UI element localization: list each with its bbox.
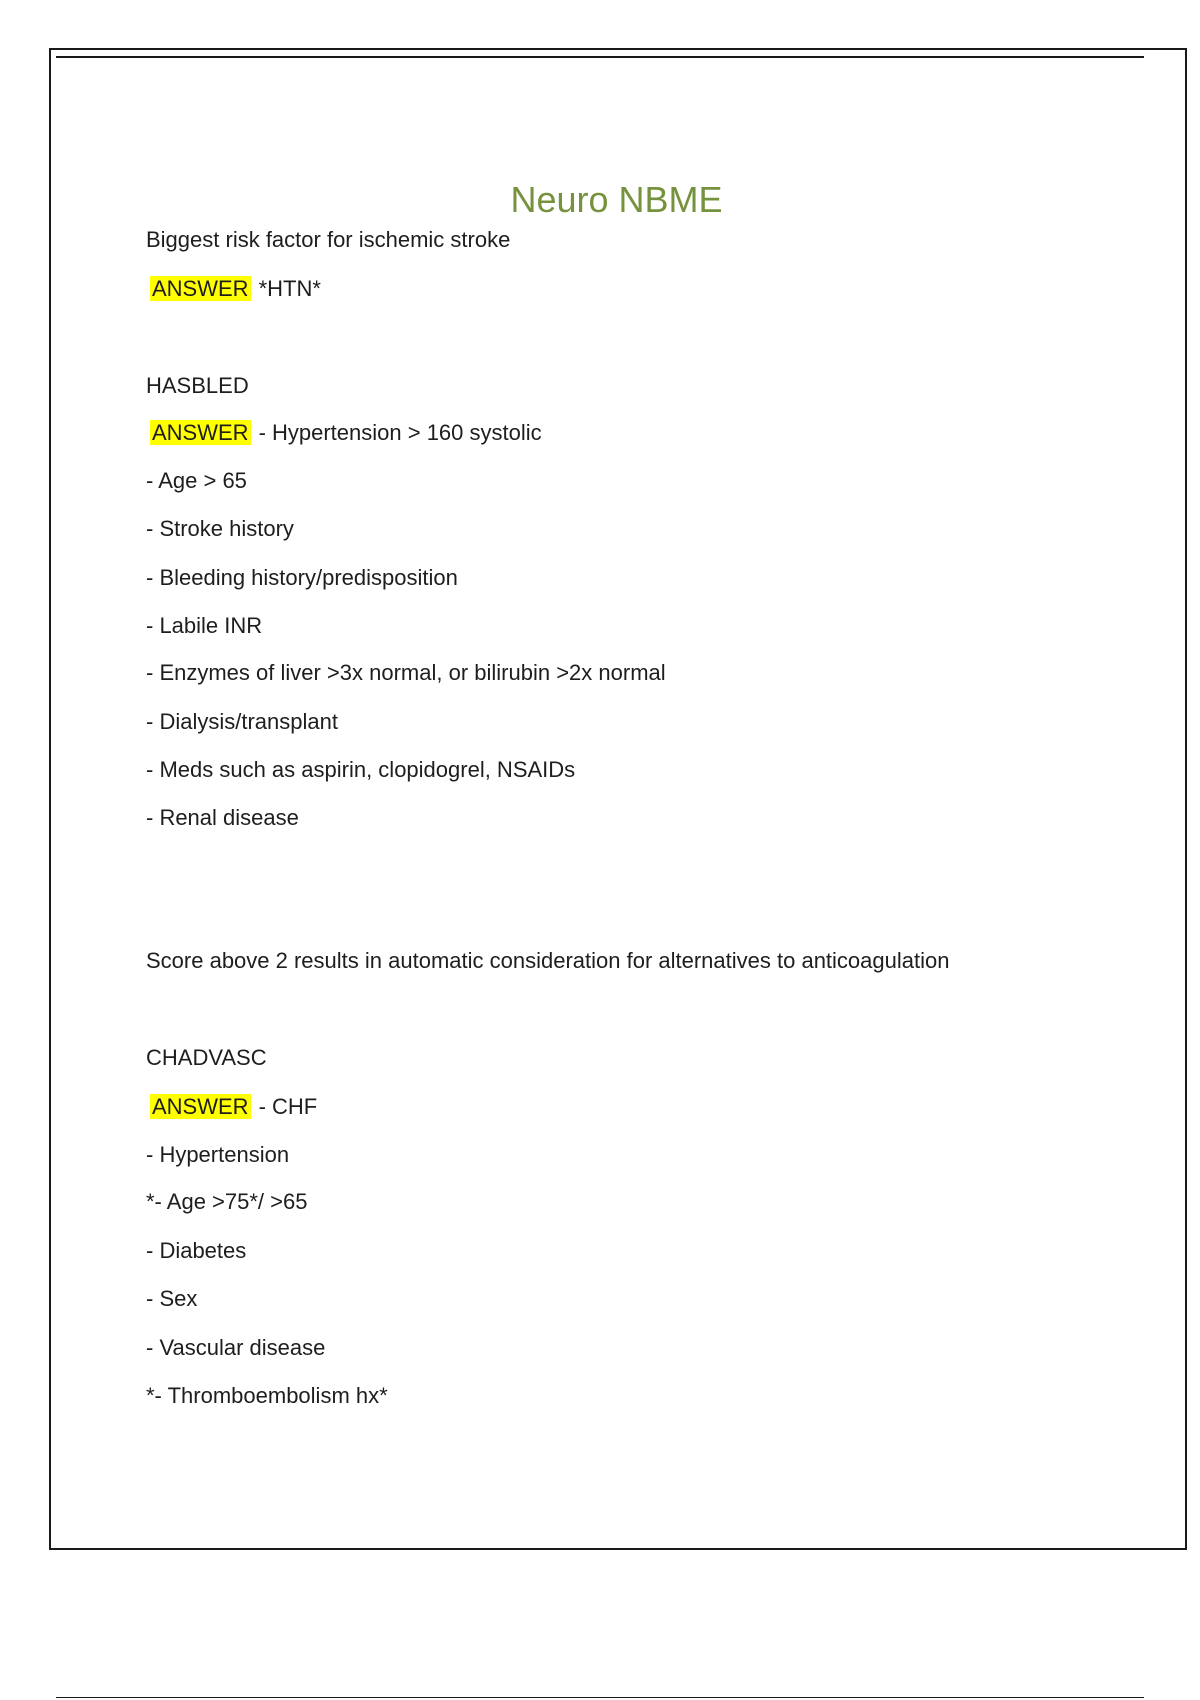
answer-highlight: ANSWER	[152, 420, 249, 445]
hasbled-item: - Dialysis/transplant	[146, 709, 338, 734]
hasbled-item: - Age > 65	[146, 468, 247, 493]
hasbled-item: - Meds such as aspirin, clopidogrel, NSAIDs	[146, 757, 576, 782]
chadvasc-item: - Vascular disease	[146, 1335, 326, 1360]
hasbled-answer-line	[146, 418, 542, 448]
stroke-answer: *HTN*	[258, 276, 321, 301]
stroke-answer-line	[146, 274, 321, 304]
chadvasc-item: - Hypertension	[146, 1142, 290, 1167]
hasbled-heading: HASBLED	[146, 373, 249, 398]
footer-rule	[56, 1697, 1144, 1698]
stroke-question: Biggest risk factor for ischemic stroke	[146, 227, 511, 252]
hasbled-item: - Labile INR	[146, 613, 263, 638]
header-rule	[56, 56, 1144, 58]
hasbled-item: - Renal disease	[146, 805, 299, 830]
document-title: Neuro NBME	[510, 179, 723, 220]
hasbled-note: Score above 2 results in automatic consideration for alternatives to anticoagulation	[146, 948, 950, 973]
chadvasc-item: - Diabetes	[146, 1238, 247, 1263]
chadvasc-item: - Sex	[146, 1286, 198, 1311]
hasbled-item: - Bleeding history/predisposition	[146, 565, 458, 590]
answer-highlight: ANSWER	[152, 1094, 249, 1119]
hasbled-item: - Enzymes of liver >3x normal, or bilirubin >2x normal	[146, 660, 666, 685]
hasbled-first-item: - Hypertension > 160 systolic	[258, 420, 542, 445]
chadvasc-item: *- Thromboembolism hx*	[146, 1383, 388, 1408]
hasbled-item: - Stroke history	[146, 516, 294, 541]
chadvasc-item: *- Age >75*/ >65	[146, 1189, 308, 1214]
answer-highlight: ANSWER	[152, 276, 249, 301]
chadvasc-answer-line	[146, 1092, 317, 1122]
chadvasc-first-item: - CHF	[258, 1094, 318, 1119]
chadvasc-heading: CHADVASC	[146, 1045, 267, 1070]
